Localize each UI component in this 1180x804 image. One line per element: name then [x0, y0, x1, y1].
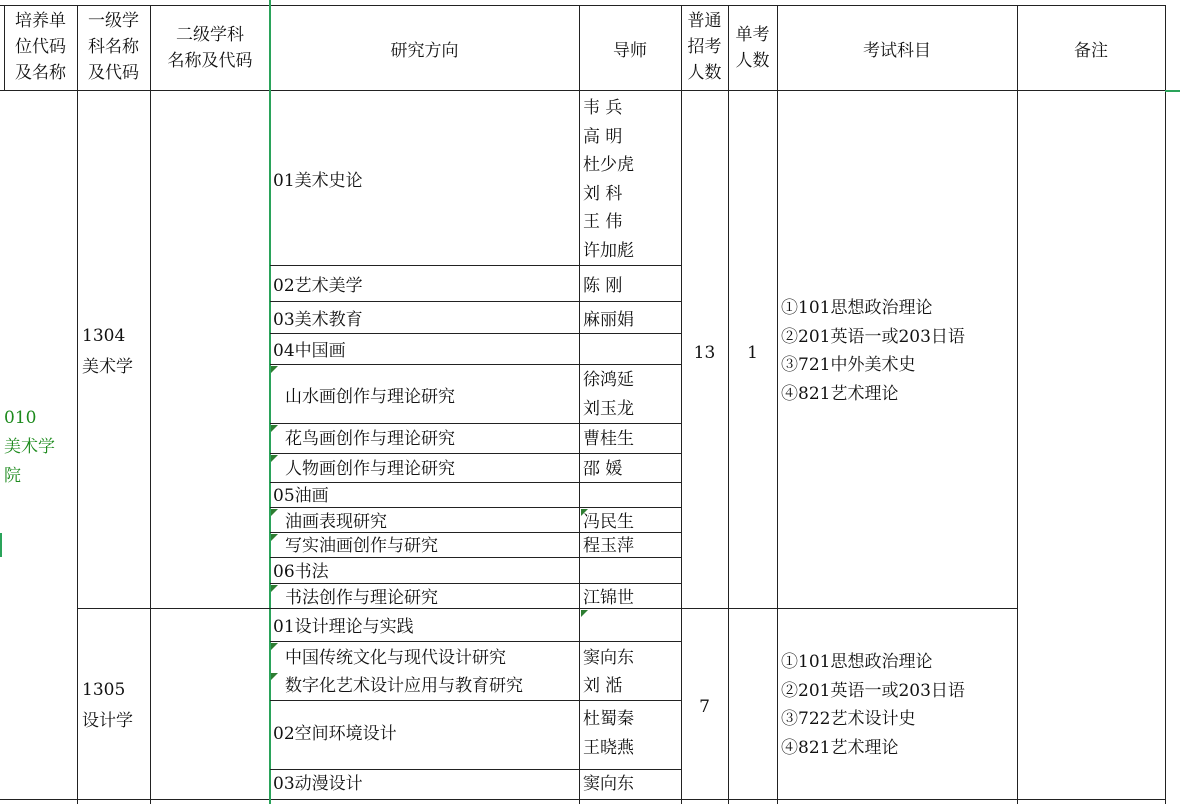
direction-label: 03动漫设计: [273, 774, 363, 794]
supervisor-name: 窦向东: [583, 648, 634, 668]
direction-label: 花鸟画创作与理论研究: [285, 429, 455, 449]
discipline-code: 1304: [82, 326, 126, 346]
row-line: [270, 700, 681, 701]
comment-marker-icon: [271, 455, 278, 462]
row-line: [270, 265, 681, 266]
supervisor-name: 邵 媛: [583, 459, 623, 479]
header-unit: 培养单 位代码 及名称: [15, 11, 66, 83]
unit-code: 010: [4, 408, 37, 428]
direction-label: 02艺术美学: [273, 276, 363, 296]
col-line: [1165, 5, 1166, 804]
row-line: [270, 333, 681, 334]
comment-marker-icon: [271, 673, 278, 680]
header-single-exam: 单考 人数: [735, 25, 770, 71]
col-line: [681, 5, 682, 804]
row-line: [270, 301, 681, 302]
supervisor-list: 徐鸿延 刘玉龙: [583, 370, 634, 419]
selection-line: [1165, 90, 1180, 92]
col-line: [728, 5, 729, 804]
supervisor-name: 陈 刚: [583, 276, 623, 296]
header-research-direction: 研究方向: [390, 41, 459, 61]
row-line: [270, 557, 681, 558]
table-top-border: [0, 5, 1166, 6]
header-notes: 备注: [1074, 41, 1108, 61]
row-line: [270, 364, 681, 365]
discipline-code: 1305: [82, 680, 126, 700]
col-line: [777, 5, 778, 804]
comment-marker-icon: [271, 509, 278, 516]
direction-label: 山水画创作与理论研究: [285, 387, 455, 407]
col-line: [77, 5, 78, 804]
supervisor-name: 窦向东: [583, 774, 634, 794]
direction-label: 数字化艺术设计应用与教育研究: [285, 676, 523, 696]
row-line: [270, 532, 681, 533]
regular-enroll-count: 13: [693, 343, 716, 363]
supervisor-list: 杜蜀秦 王晓燕: [583, 709, 634, 758]
discipline-name: 美术学: [82, 357, 133, 377]
header-first-discipline: 一级学 科名称 及代码: [88, 11, 139, 83]
supervisor-list: 韦 兵 高 明 杜少虎 刘 科 王 伟 许加彪: [583, 98, 634, 261]
header-exam-subjects: 考试科目: [863, 41, 931, 61]
header-regular-enroll: 普通 招考 人数: [687, 11, 722, 83]
supervisor-name: 冯民生: [583, 512, 634, 532]
selection-line: [0, 533, 2, 557]
supervisor-name: 程玉萍: [583, 536, 634, 556]
regular-enroll-count: 7: [699, 697, 710, 717]
exam-subjects: ①101思想政治理论 ②201英语一或203日语 ③721中外美术史 ④821艺术理论: [781, 298, 965, 404]
section-divider: [77, 608, 1017, 609]
comment-marker-icon: [271, 366, 278, 373]
direction-label: 01设计理论与实践: [273, 617, 414, 637]
discipline-name: 设计学: [82, 711, 133, 731]
row-line: [270, 507, 681, 508]
supervisor-name: 曹桂生: [583, 429, 634, 449]
unit-name-line1: 美术学: [4, 437, 55, 457]
header-bottom-border: [0, 90, 1166, 91]
unit-name-line2: 院: [4, 466, 21, 486]
row-line: [270, 423, 681, 424]
comment-marker-icon: [271, 585, 278, 592]
comment-marker-icon: [271, 425, 278, 432]
exam-subjects: ①101思想政治理论 ②201英语一或203日语 ③722艺术设计史 ④821艺术理论: [781, 652, 965, 758]
col-line: [1017, 5, 1018, 804]
row-line: [270, 583, 681, 584]
comment-marker-icon: [581, 610, 588, 617]
direction-label: 03美术教育: [273, 310, 363, 330]
direction-label: 02空间环境设计: [273, 724, 397, 744]
header-second-discipline: 二级学科 名称及代码: [167, 25, 253, 71]
direction-label: 中国传统文化与现代设计研究: [285, 648, 506, 668]
comment-marker-icon: [271, 534, 278, 541]
supervisor-name: 刘 湉: [583, 676, 623, 696]
direction-label: 写实油画创作与研究: [285, 536, 438, 556]
row-line: [270, 482, 681, 483]
table-bottom-border: [0, 799, 1166, 800]
col-line: [579, 5, 580, 804]
direction-label: 书法创作与理论研究: [285, 588, 438, 608]
supervisor-name: 麻丽娟: [583, 310, 634, 330]
direction-label: 04中国画: [273, 341, 346, 361]
header-supervisor: 导师: [613, 41, 647, 61]
comment-marker-icon: [271, 643, 278, 650]
supervisor-name: 江锦世: [583, 588, 634, 608]
direction-label: 油画表现研究: [285, 512, 387, 532]
single-exam-count: 1: [747, 343, 758, 363]
row-line: [270, 453, 681, 454]
direction-label: 05油画: [273, 486, 329, 506]
col-line: [150, 5, 151, 804]
selection-line: [269, 0, 271, 804]
direction-label: 06书法: [273, 562, 329, 582]
direction-label: 01美术史论: [273, 171, 363, 191]
row-line: [270, 769, 681, 770]
direction-label: 人物画创作与理论研究: [285, 459, 455, 479]
row-line: [270, 641, 681, 642]
